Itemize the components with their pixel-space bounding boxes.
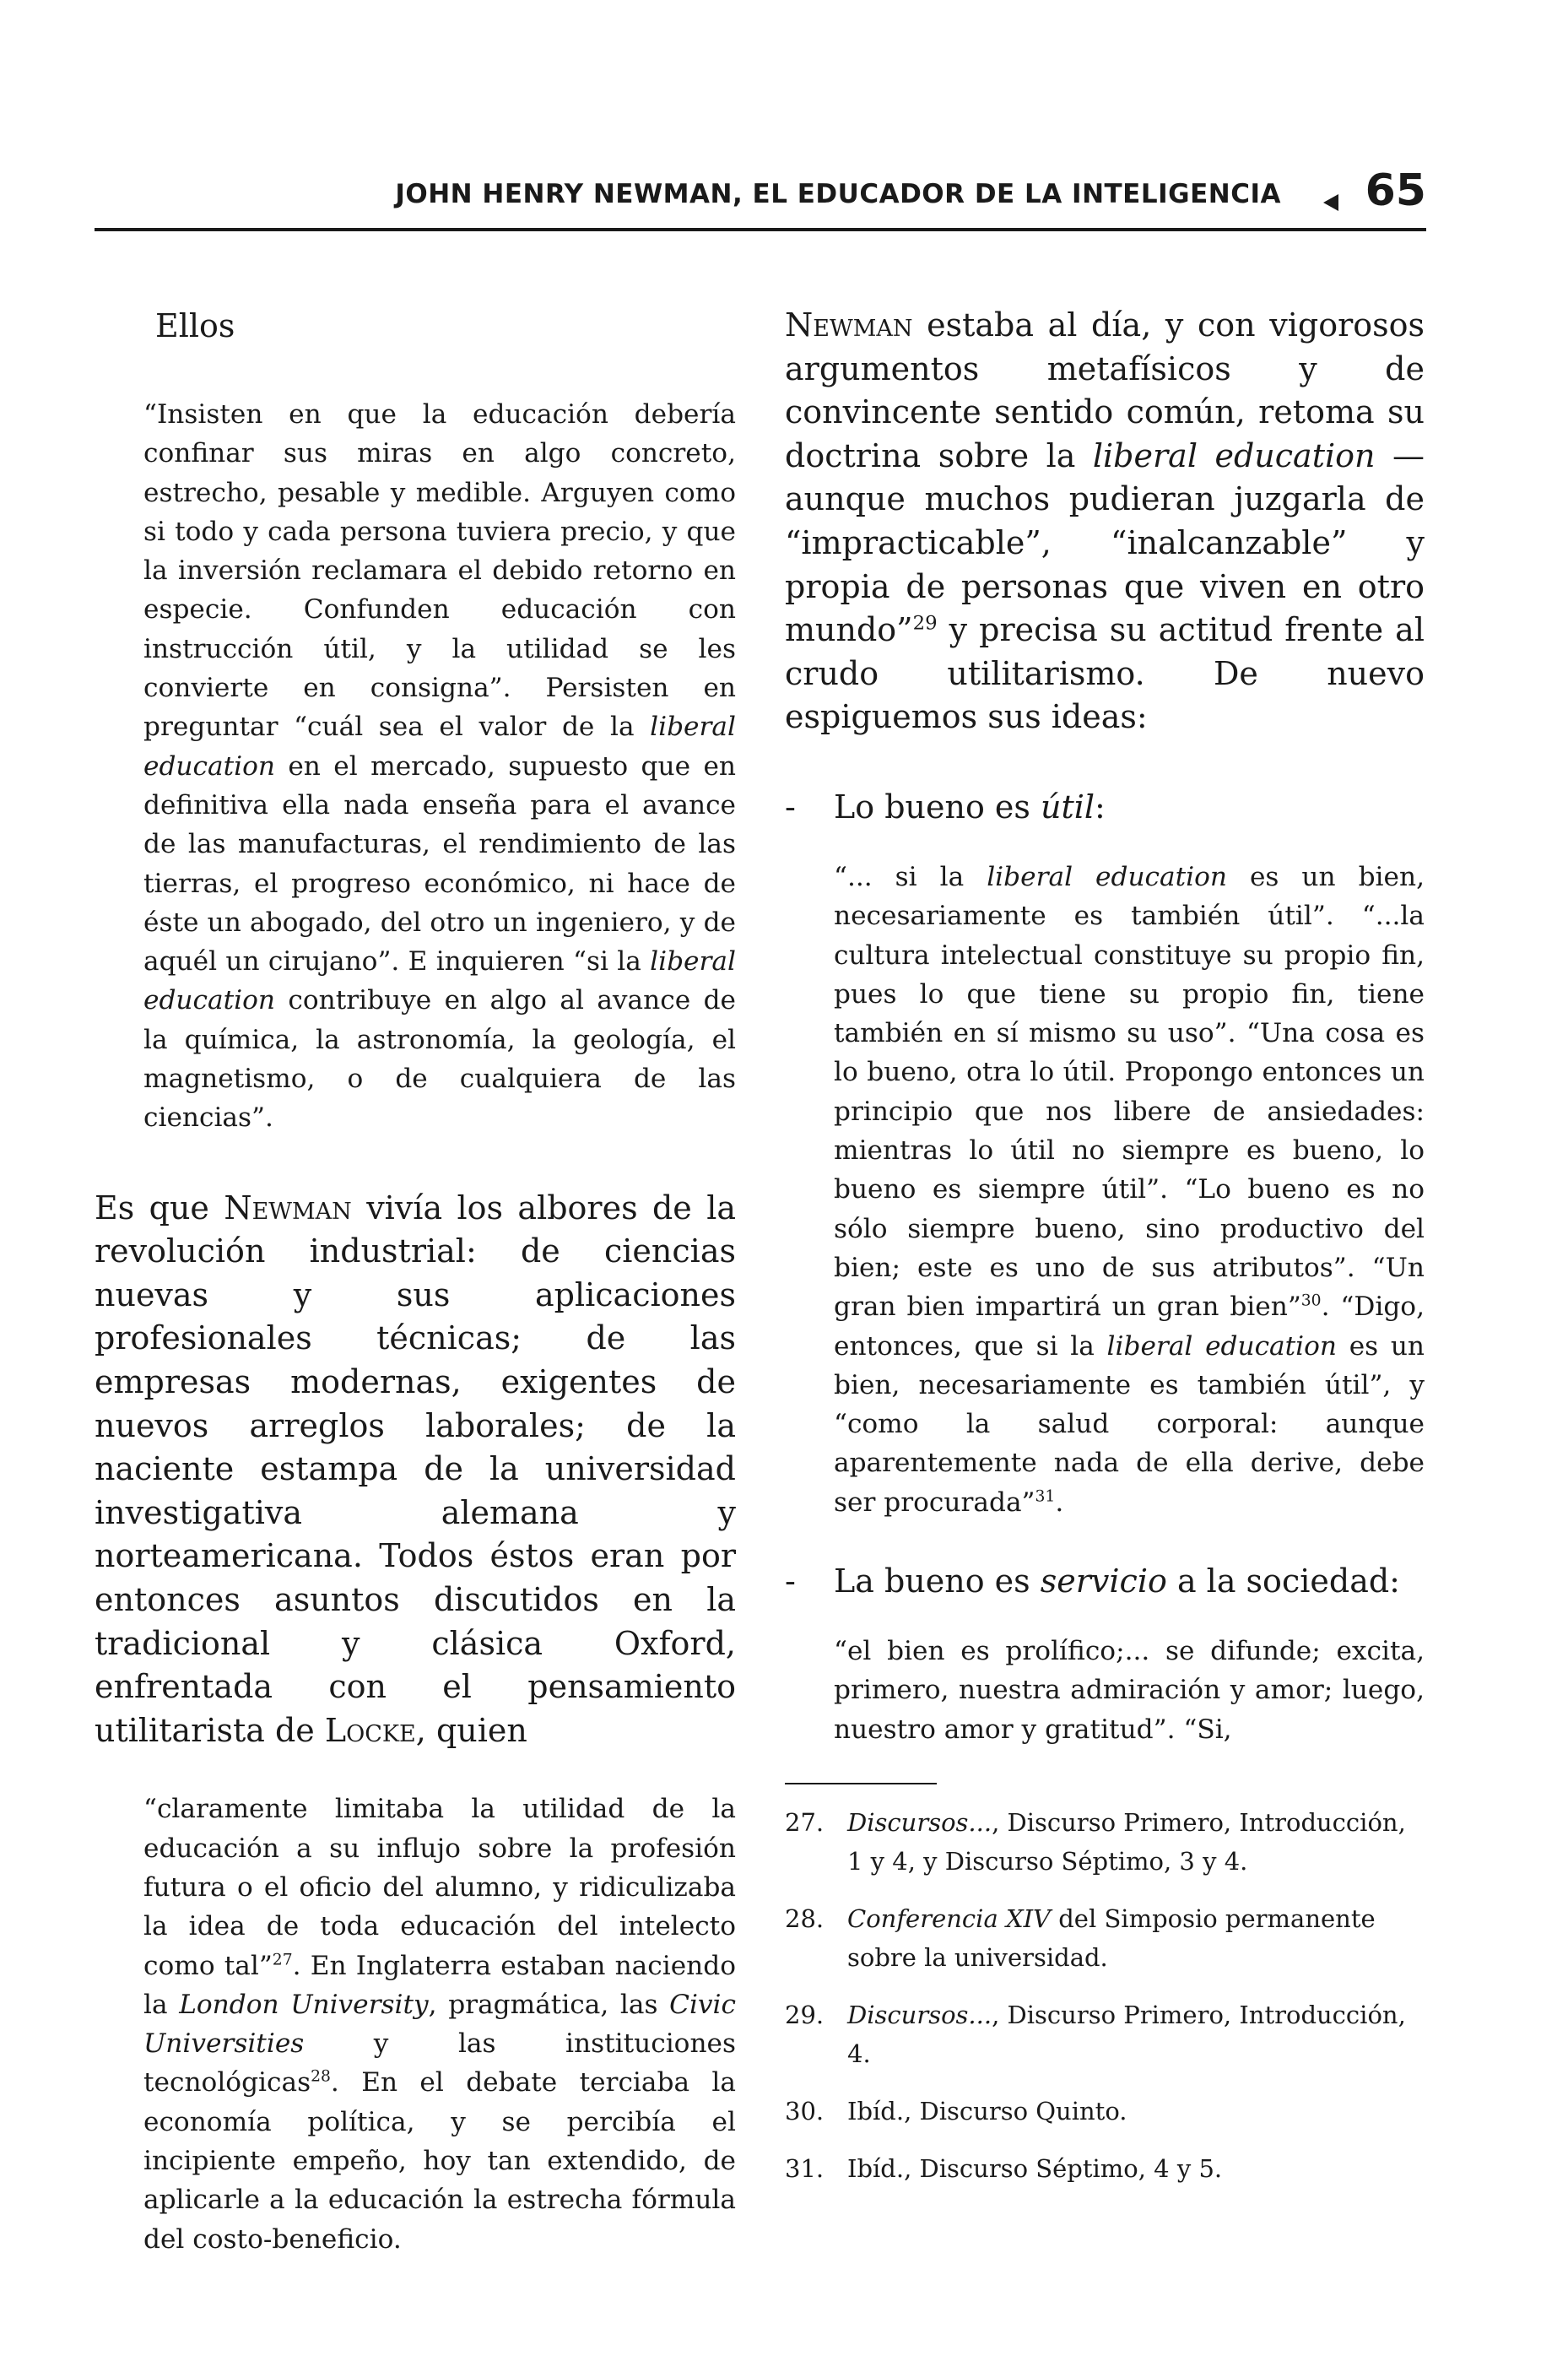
- bullet-dash: -: [785, 788, 796, 826]
- footnote-27: [785, 1803, 1425, 1881]
- footnote-number: 28.: [785, 1903, 825, 1933]
- footnote-number: 29.: [785, 2000, 825, 2029]
- quote-text: “Insisten en que la educación debería confinar sus miras en algo concreto, estrecho, pesable y medible. Arguyen como si todo y cada persona tuviera precio, y que la inversión reclamara el debido retorno en especie. Confunden educación con instrucción útil, y la utilidad se les convierte en consigna”. Persisten en preguntar “cuál sea el valor de la: [143, 399, 736, 743]
- author-name: Newman: [785, 306, 913, 344]
- quote-italic: London University: [179, 1989, 429, 2020]
- bullet-item-service: [785, 1559, 1425, 1603]
- bullet-text: Lo bueno es: [834, 788, 1041, 826]
- footnote-28: [785, 1899, 1425, 1977]
- footnote-text: , Discurso Primero, Introducción, 1 y 4, y Discurso Séptimo, 3 y 4.: [847, 1807, 1406, 1876]
- quote-text: es un bien, necesariamente es también útil”. “...la cultura intelectual constituye su propio fin, pues lo que tiene su propio fin, tiene también en sí mismo su uso”. “Una cosa es lo bueno, otra lo útil. Propongo entonces un principio que nos libere de ansiedades: mientras lo útil no siempre es bueno, lo bueno es siempre útil”. “Lo bueno es no sólo siempre bueno, sino productivo del bien; este es uno de sus atributos”. “Un gran bien impartirá un gran bien”: [834, 861, 1425, 1323]
- footnote-ref: 27: [272, 1951, 293, 1969]
- bullet-dash: -: [785, 1562, 796, 1600]
- author-name: Locke: [324, 1711, 416, 1749]
- footnote-ref: 29: [912, 612, 938, 635]
- quote-text: . “Digo, entonces, que si la: [834, 1292, 1425, 1362]
- quote-italic: liberal education: [143, 946, 736, 1016]
- quote-text: es un bien, necesariamente es también útil”, y “como la salud corporal: aunque aparentemente nada de ella derive, debe ser procurada”: [834, 1330, 1425, 1518]
- footnote-italic: Discursos...: [847, 1807, 992, 1837]
- footnote-30: [785, 2092, 1425, 2131]
- page-number: 65: [1365, 165, 1426, 216]
- block-quote-1: [143, 395, 736, 1138]
- bullet-item-useful: [785, 785, 1425, 829]
- paragraph-text: vivía los albores de la revolución industrial: de ciencias nuevas y sus aplicaciones profesionales técnicas; de las empresas modernas, exigentes de nuevos arreglos laborales; de la naciente estampa de la universidad investigativa alemana y norteamericana. Todos éstos eran por entonces asuntos discutidos en la tradicional y clásica Oxford, enfrentada con el pensamiento utilitarista de: [95, 1189, 736, 1749]
- right-column: [785, 304, 1425, 2207]
- footnote-ref: 28: [311, 2068, 331, 2087]
- bullet-text: a la sociedad:: [1166, 1562, 1400, 1600]
- paragraph-text: Es que: [95, 1189, 224, 1227]
- footnotes: [785, 1803, 1425, 2188]
- paragraph-industrial-revolution: [95, 1187, 736, 1753]
- paragraph-text: estaba al día, y con vigorosos argumentos metafísicos y de convincente sentido común, retoma su doctrina sobre la: [785, 306, 1425, 474]
- quote-italic: Civic Universities: [143, 1989, 736, 2060]
- arrow-left-icon: [1323, 194, 1338, 211]
- footnote-number: 31.: [785, 2153, 825, 2183]
- running-header: [95, 165, 1426, 231]
- footnote-italic: Discursos...: [847, 2000, 992, 2029]
- block-quote-3: [834, 858, 1425, 1522]
- quote-text: . En el debate terciaba la economía política, y se percibía el incipiente empeño, hoy tan extendido, de aplicarle a la educación la estrecha fórmula del costo-beneficio.: [143, 2067, 736, 2255]
- paragraph-text: , quien: [415, 1711, 527, 1749]
- footnote-number: 27.: [785, 1807, 825, 1837]
- paragraph-text: y precisa su actitud frente al crudo utilitarismo. De nuevo espiguemos sus ideas:: [785, 611, 1425, 736]
- footnote-text: , Discurso Primero, Introducción, 4.: [847, 2000, 1406, 2068]
- footnote-italic: Conferencia XIV: [847, 1903, 1051, 1933]
- bullet-italic: útil: [1040, 788, 1095, 826]
- paragraph-newman: [785, 304, 1425, 739]
- footnote-ref: 30: [1300, 1292, 1322, 1310]
- header-title: JOHN HENRY NEWMAN, EL EDUCADOR DE LA INTELIGENCIA: [395, 179, 1281, 209]
- quote-text: contribuye en algo al avance de la química, la astronomía, la geología, el magnetismo, o de cualquiera de las ciencias”.: [143, 985, 736, 1134]
- footnote-text: Ibíd., Discurso Quinto.: [847, 2096, 1127, 2125]
- footnote-divider: [785, 1783, 937, 1784]
- footnote-text: Ibíd., Discurso Séptimo, 4 y 5.: [847, 2153, 1223, 2183]
- paragraph-text: —aunque muchos pudieran juzgarla de “impracticable”, “inalcanzable” y propia de personas que viven en otro mundo”: [785, 436, 1425, 649]
- block-quote-4: “el bien es prolífico;... se difunde; excita, primero, nuestra admiración y amor; luego, nuestro amor y gratitud”. “Si,: [834, 1635, 1425, 1745]
- bullet-text: :: [1095, 788, 1106, 826]
- footnote-number: 30.: [785, 2096, 825, 2125]
- block-quote-2: [143, 1790, 736, 2259]
- quote-text: “claramente limitaba la utilidad de la educación a su influjo sobre la profesión futura o el oficio del alumno, y ridiculizaba la idea de toda educación del intelecto como tal”: [143, 1794, 736, 1981]
- quote-text: , pragmática, las: [428, 1989, 670, 2020]
- intro-word: Ellos: [155, 307, 235, 344]
- quote-italic: liberal education: [987, 861, 1227, 892]
- bullet-text: La bueno es: [834, 1562, 1041, 1600]
- quote-text: y las instituciones tecnológicas: [143, 2028, 736, 2098]
- quote-italic: liberal education: [143, 712, 736, 782]
- left-column: [95, 304, 736, 2259]
- paragraph-italic: liberal education: [1092, 436, 1376, 474]
- footnote-ref: 31: [1035, 1487, 1056, 1506]
- bullet-italic: servicio: [1040, 1562, 1167, 1600]
- footnote-31: [785, 2149, 1425, 2188]
- quote-text: “... si la: [834, 861, 987, 892]
- author-name: Newman: [224, 1189, 352, 1227]
- quote-text: .: [1055, 1486, 1064, 1518]
- quote-text: . En Inglaterra estaban naciendo la: [143, 1950, 736, 2020]
- quote-italic: liberal education: [1106, 1330, 1338, 1362]
- footnote-29: [785, 1995, 1425, 2073]
- quote-text: en el mercado, supuesto que en definitiva ella nada enseña para el avance de las manufacturas, el rendimiento de las tierras, el progreso económico, ni hace de éste un abogado, del otro un ingeniero, y de aquél un cirujano”. E inquieren “si la: [143, 750, 736, 977]
- footnote-text: del Simposio permanente sobre la universidad.: [847, 1903, 1376, 1972]
